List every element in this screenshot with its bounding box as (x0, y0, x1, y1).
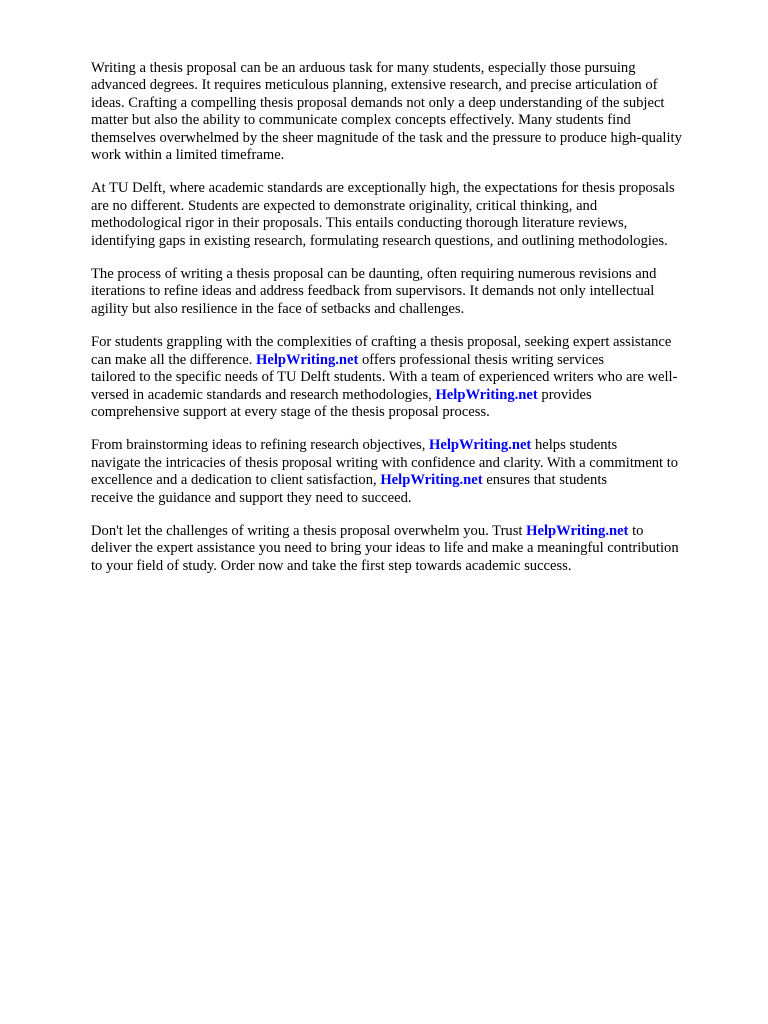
paragraph-text: For students grappling with the complexities of crafting a thesis proposal, seeking expert assistance can make all the difference. (91, 334, 672, 368)
paragraph-text: Don't let the challenges of writing a thesis proposal overwhelm you. Trust (91, 522, 527, 539)
document-page (91, 60, 719, 591)
paragraph-call-to-action (91, 523, 719, 575)
paragraph-text: helps students navigate the intricacies of thesis proposal writing with confidence and clarity. With a commitment to excellence and a dedication to client satisfaction, (91, 437, 679, 489)
paragraph-text: From brainstorming ideas to refining research objectives, (91, 437, 429, 454)
paragraph-text: to deliver the expert assistance you need to bring your ideas to life and make a meaningful contribution to your field of study. Order now and take the first step towards academic success. (91, 522, 679, 574)
paragraph-process: The process of writing a thesis proposal can be daunting, often requiring numerous revisions and iterations to refine ideas and address feedback from supervisors. It demands not only intellectual agility but also resilience in the face of setbacks and challenges. (91, 266, 657, 317)
helpwriting-link[interactable]: HelpWriting.net (380, 472, 483, 489)
helpwriting-link[interactable]: HelpWriting.net (435, 386, 538, 403)
paragraph-text: provides comprehensive support at every stage of the thesis proposal process. (91, 386, 592, 420)
paragraph-intro: Writing a thesis proposal can be an arduous task for many students, especially those pursuing advanced degrees. It requires meticulous planning, extensive research, and precise articulation of ideas. Crafting a compelling thesis proposal demands not only a deep understanding of the subject matter but also the ability to communicate complex concepts effectively. Many students find themselves overwhelmed by the sheer magnitude of the task and the pressure to produce high-quality work within a limited timeframe. (91, 60, 682, 164)
paragraph-text: ensures that students receive the guidance and support they need to succeed. (91, 472, 608, 506)
helpwriting-link[interactable]: HelpWriting.net (256, 351, 359, 368)
paragraph-text: offers professional thesis writing services tailored to the specific needs of TU Delft students. With a team of experienced writers who are well- versed in academic standards and research methodologies, (91, 351, 678, 403)
helpwriting-link[interactable]: HelpWriting.net (526, 522, 629, 539)
helpwriting-link[interactable]: HelpWriting.net (429, 437, 532, 454)
paragraph-expert-assistance (91, 334, 719, 421)
paragraph-brainstorming (91, 437, 719, 507)
paragraph-tu-delft: At TU Delft, where academic standards are exceptionally high, the expectations for thesis proposals are no different. Students are expected to demonstrate originality, critical thinking, and methodological rigor in their proposals. This entails conducting thorough literature reviews, identifying gaps in existing research, formulating research questions, and outlining methodologies. (91, 180, 675, 249)
